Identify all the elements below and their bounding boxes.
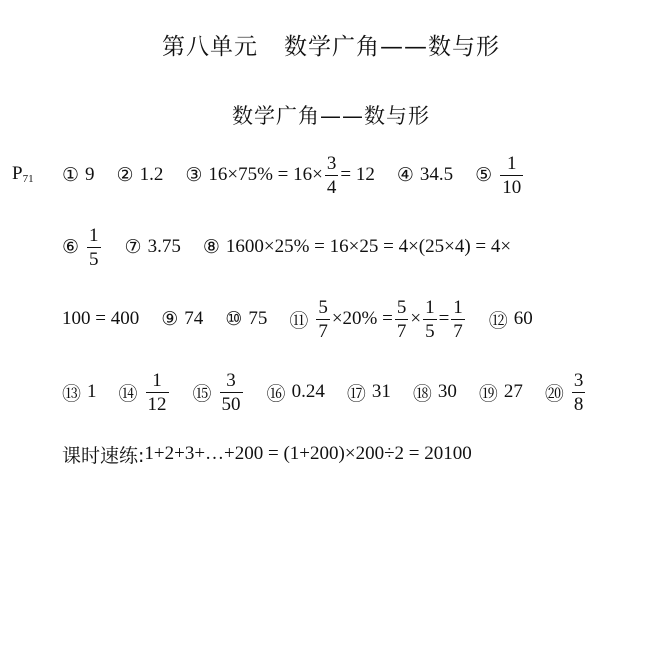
answer-number: ⑤ bbox=[475, 164, 493, 186]
answer-value: 30 bbox=[437, 381, 457, 402]
numerator: 3 bbox=[226, 369, 236, 391]
denominator: 12 bbox=[147, 393, 167, 415]
answer-value: 1 bbox=[87, 381, 97, 402]
answer-2 bbox=[117, 164, 164, 187]
denominator: 7 bbox=[318, 320, 328, 342]
answer-12 bbox=[489, 306, 533, 333]
answer-expression: × bbox=[410, 308, 422, 329]
answer-17 bbox=[347, 379, 391, 406]
section-title: 数学广角——数与形 bbox=[232, 104, 430, 128]
answer-value: 1.2 bbox=[139, 164, 164, 185]
fraction bbox=[220, 371, 243, 414]
numerator: 5 bbox=[318, 296, 328, 318]
fraction bbox=[325, 154, 339, 197]
denominator: 7 bbox=[396, 320, 407, 342]
answer-value: 74 bbox=[184, 308, 204, 329]
answer-14 bbox=[119, 371, 171, 414]
answer-7 bbox=[125, 236, 181, 259]
answer-value: 0.24 bbox=[291, 381, 325, 402]
fraction bbox=[87, 226, 101, 269]
answer-8 bbox=[203, 236, 511, 259]
answer-row-1 bbox=[62, 149, 547, 201]
answer-number: ⑩ bbox=[225, 308, 243, 330]
unit-title bbox=[0, 28, 662, 61]
denominator: 10 bbox=[502, 176, 522, 198]
answer-expression: 16×75% = 16× bbox=[208, 164, 323, 185]
answer-value: 60 bbox=[513, 308, 533, 329]
answer-number: ① bbox=[62, 164, 80, 186]
fraction bbox=[500, 154, 523, 197]
answer-number: ② bbox=[116, 164, 134, 186]
answer-16 bbox=[267, 379, 325, 406]
answer-value: 75 bbox=[248, 308, 268, 329]
answer-13 bbox=[62, 379, 97, 406]
answer-number: ⑰ bbox=[346, 383, 366, 405]
answer-10 bbox=[225, 308, 267, 331]
answer-value: 3.75 bbox=[147, 236, 181, 257]
answer-8-continued bbox=[62, 308, 139, 330]
page-prefix: P bbox=[12, 163, 23, 184]
answer-1 bbox=[62, 164, 95, 187]
denominator: 5 bbox=[89, 248, 99, 270]
answer-9 bbox=[161, 308, 203, 331]
numerator: 1 bbox=[89, 224, 99, 246]
answer-number: ③ bbox=[185, 164, 203, 186]
answer-row-4 bbox=[62, 366, 587, 418]
numerator: 1 bbox=[453, 296, 463, 318]
numerator: 1 bbox=[425, 296, 435, 318]
answer-number: ⑥ bbox=[62, 236, 80, 258]
answer-number: ⑮ bbox=[192, 383, 212, 405]
answer-value: 9 bbox=[85, 164, 95, 185]
numerator: 3 bbox=[326, 152, 337, 174]
answer-3 bbox=[185, 154, 375, 197]
fraction bbox=[316, 298, 330, 341]
answer-number: ⑯ bbox=[266, 383, 286, 405]
answer-number: ⑱ bbox=[412, 383, 432, 405]
practice-label: 课时速练: bbox=[62, 444, 145, 467]
fraction bbox=[395, 298, 409, 341]
answer-number: ⑨ bbox=[161, 308, 179, 330]
numerator: 1 bbox=[152, 369, 162, 391]
numerator: 1 bbox=[506, 152, 517, 174]
answer-number: ⑭ bbox=[118, 383, 138, 405]
unit-title-part1: 第八单元 bbox=[162, 34, 258, 60]
answer-value: 34.5 bbox=[419, 164, 454, 185]
answer-row-3 bbox=[62, 293, 555, 345]
answer-number: ⑫ bbox=[488, 310, 508, 332]
answer-number: ⑲ bbox=[478, 383, 498, 405]
answer-expression: = bbox=[438, 308, 450, 329]
denominator: 4 bbox=[326, 176, 337, 198]
numerator: 3 bbox=[573, 369, 584, 391]
fraction bbox=[146, 371, 169, 414]
denominator: 5 bbox=[425, 320, 435, 342]
answer-value: 27 bbox=[503, 381, 523, 402]
answer-value: 31 bbox=[371, 381, 391, 402]
answer-number: ⑳ bbox=[544, 383, 564, 405]
practice-text: 1+2+3+…+200 = (1+200)×200÷2 = 20100 bbox=[144, 443, 472, 464]
denominator: 50 bbox=[221, 393, 241, 415]
answer-number: ⑦ bbox=[124, 236, 142, 258]
answer-20 bbox=[545, 371, 588, 414]
answer-4 bbox=[397, 164, 453, 187]
answer-19 bbox=[479, 379, 523, 406]
answer-5 bbox=[475, 154, 525, 197]
answer-row-2 bbox=[62, 221, 511, 273]
unit-title-part2: 数学广角——数与形 bbox=[284, 34, 500, 60]
answer-number: ⑪ bbox=[289, 310, 309, 332]
fraction bbox=[423, 298, 437, 341]
page-number-label bbox=[12, 163, 34, 185]
page-number: 71 bbox=[22, 173, 34, 185]
practice-line bbox=[62, 428, 472, 480]
answer-6 bbox=[62, 226, 103, 269]
denominator: 7 bbox=[453, 320, 463, 342]
answer-15 bbox=[193, 371, 245, 414]
answer-number: ⑬ bbox=[62, 383, 82, 405]
answer-expression: 1600×25% = 16×25 = 4×(25×4) = 4× bbox=[225, 236, 512, 257]
answer-18 bbox=[413, 379, 457, 406]
answer-number: ④ bbox=[396, 164, 414, 186]
fraction bbox=[572, 371, 586, 414]
denominator: 8 bbox=[573, 393, 584, 415]
answer-expression: = 12 bbox=[340, 164, 375, 185]
answer-number: ⑧ bbox=[202, 236, 220, 258]
answer-expression: ×20% = bbox=[331, 308, 393, 329]
fraction bbox=[451, 298, 465, 341]
numerator: 5 bbox=[396, 296, 407, 318]
answer-11 bbox=[289, 298, 466, 341]
answer-expression: 100 = 400 bbox=[62, 308, 140, 329]
